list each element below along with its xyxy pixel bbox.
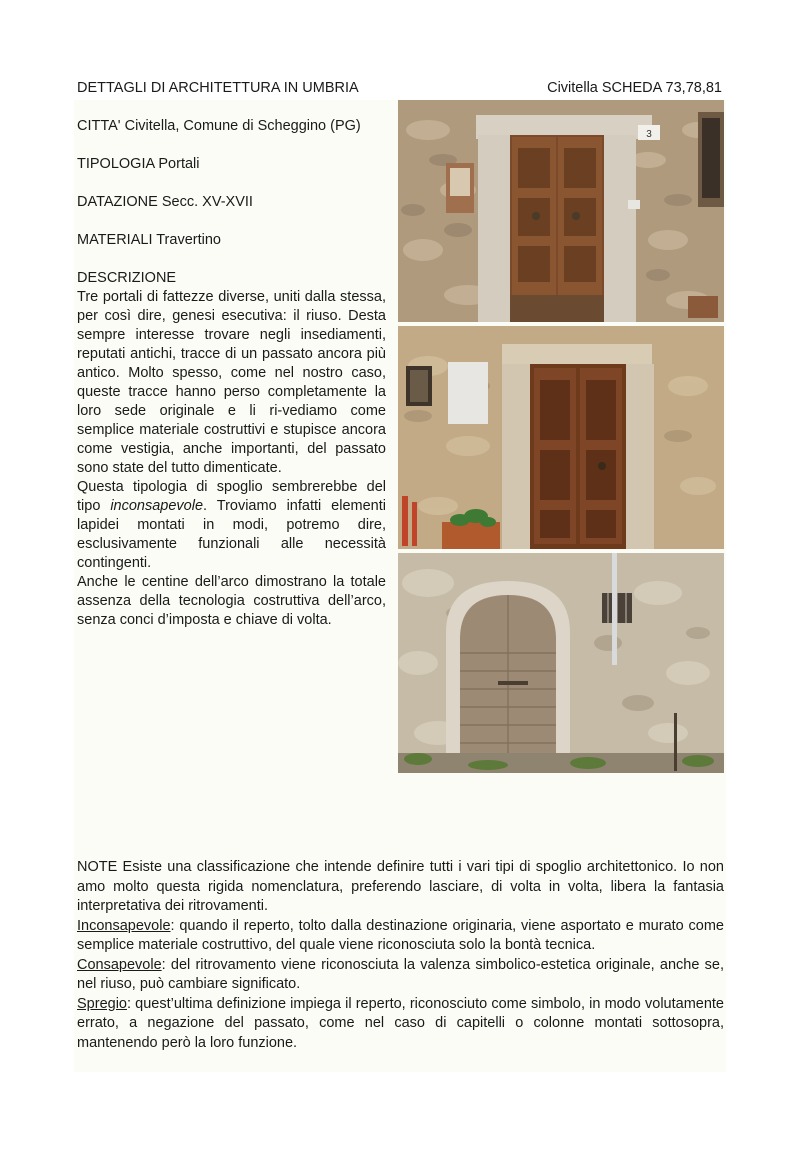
field-tipologia — [77, 155, 386, 174]
page-title: DETTAGLI DI ARCHITETTURA IN UMBRIA — [77, 80, 359, 96]
notes-intro: NOTE Esiste una classificazione che intende definire tutti i vari tipi di spoglio architettonico. Io non amo molto questa rigida nomenclatura, preferendo lasciare, di volta in volta, libera la fantasia interpretativa dei ritrovamenti. — [77, 859, 724, 914]
note-spregio — [77, 995, 724, 1054]
description-paragraph-1: Tre portali di fattezze diverse, uniti dalla stessa, per così dire, genesi esecutiva: il riuso. Desta sempre interesse trovare negli insediamenti, reputati antichi, tracce di un passato ancora più antico. Molto spesso, come nel nostro caso, queste tracce hanno perso completamente la loro sede originale e li ri-vediamo come semplice materiale costruttivi e stupisce ancora come vestigia, anche importanti, del passato sono state del tutto dimenticate. — [77, 289, 386, 476]
description-p2-emphasis: inconsapevole — [110, 498, 204, 514]
note-consapevole — [77, 956, 724, 995]
scheda-reference: Civitella SCHEDA 73,78,81 — [547, 80, 722, 96]
materiali-label: MATERIALI — [77, 232, 153, 248]
description-paragraph-2 — [77, 478, 386, 573]
citta-value: Civitella, Comune di Scheggino (PG) — [120, 118, 361, 134]
datazione-label: DATAZIONE — [77, 194, 158, 210]
photo-portal-3 — [398, 553, 724, 773]
field-datazione — [77, 193, 386, 212]
term-consapevole: Consapevole — [77, 956, 162, 973]
field-materiali — [77, 231, 386, 250]
definition-consapevole: : del ritrovamento viene riconosciuta la valenza simbolico-estetica originale, anche se, nel riuso, può cambiare significato. — [77, 956, 724, 992]
term-inconsapevole: Inconsapevole — [77, 917, 171, 934]
description-p2-text-end: . Troviamo infatti elementi lapidei montati in modi, potremo dire, esclusivamente funzionali alle necessità contingenti. — [77, 498, 386, 571]
description-heading: DESCRIZIONE — [77, 270, 177, 286]
tipologia-label: TIPOLOGIA — [77, 156, 155, 172]
term-spregio: Spregio — [77, 995, 127, 1012]
notes-section — [77, 858, 724, 1053]
photo-portal-1 — [398, 100, 724, 322]
tipologia-value: Portali — [154, 156, 200, 172]
definition-inconsapevole: : quando il reperto, tolto dalla destinazione originaria, viene asportato e murato come semplice materiale costruttivo, del quale viene riconosciuta solo la bontà tecnica. — [77, 917, 724, 953]
description-body — [77, 288, 386, 630]
description-paragraph-3: Anche le centine dell’arco dimostrano la totale assenza della tecnologia costruttiva dell’arco, senza conci d’imposta e chiave di volta. — [77, 574, 386, 628]
info-column — [77, 117, 386, 630]
house-number-plate: 3 — [646, 129, 652, 140]
photo-portal-2 — [398, 326, 724, 549]
citta-label: CITTA' — [77, 118, 121, 134]
materiali-value: Travertino — [152, 232, 221, 248]
definition-spregio: : quest’ultima definizione impiega il reperto, riconosciuto come simbolo, in modo volutamente errato, a negazione del passato, come nel caso di capitelli o colonne montati sottosopra, mantenendo però la loro funzione. — [77, 995, 724, 1051]
field-citta — [77, 117, 386, 136]
description-p2-text: Questa tipologia di spoglio sembrerebbe del tipo — [77, 479, 386, 514]
note-inconsapevole — [77, 917, 724, 956]
datazione-value: Secc. XV-XVII — [157, 194, 253, 210]
